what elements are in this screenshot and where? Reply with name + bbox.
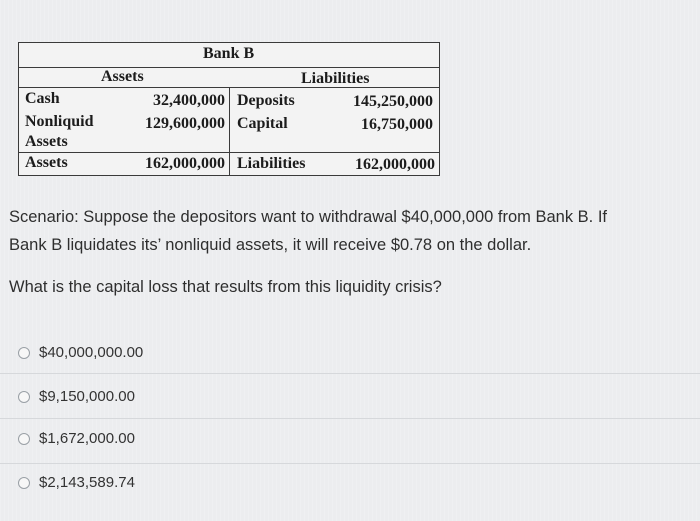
option-row-2 [0, 374, 700, 419]
total-divider [19, 152, 439, 153]
answer-option-label: $9,150,000.00 [39, 388, 135, 405]
balance-sheet-table [18, 42, 440, 176]
nonliquid-value: 129,600,000 [145, 115, 225, 132]
total-assets-value: 162,000,000 [145, 155, 225, 172]
cash-label: Cash [25, 90, 60, 107]
capital-label: Capital [237, 115, 288, 132]
column-divider [229, 88, 230, 175]
answer-option-3[interactable] [18, 430, 135, 447]
answer-option-label: $2,143,589.74 [39, 474, 135, 491]
total-liabilities-value: 162,000,000 [355, 156, 435, 173]
deposits-label: Deposits [237, 92, 295, 109]
table-title-row [19, 43, 439, 68]
liabilities-header: Liabilities [301, 70, 370, 87]
radio-button[interactable] [18, 391, 30, 403]
question-line-1: Scenario: Suppose the depositors want to withdrawal $40,000,000 from Bank B. If [9, 208, 608, 226]
total-assets-label: Assets [25, 154, 68, 171]
answer-option-label: $1,672,000.00 [39, 430, 135, 447]
total-liabilities-label: Liabilities [237, 155, 306, 172]
radio-button[interactable] [18, 477, 30, 489]
question-line-3: What is the capital loss that results from this liquidity crisis? [9, 278, 442, 296]
answer-option-label: $40,000,000.00 [39, 344, 144, 361]
question-line-2: Bank B liquidates its’ nonliquid assets, it will receive $0.78 on the dollar. [9, 236, 532, 254]
assets-header: Assets [101, 68, 144, 85]
radio-button[interactable] [18, 347, 30, 359]
option-row-3 [0, 419, 700, 464]
radio-button[interactable] [18, 433, 30, 445]
deposits-value: 145,250,000 [353, 93, 433, 110]
table-title: Bank B [203, 45, 255, 62]
cash-value: 32,400,000 [153, 92, 225, 109]
option-row-4 [0, 464, 700, 508]
nonliquid-label-cont: Assets [25, 133, 68, 150]
answer-option-1[interactable] [18, 344, 143, 361]
answer-option-4[interactable] [18, 474, 135, 491]
answer-option-2[interactable] [18, 388, 135, 405]
capital-value: 16,750,000 [361, 116, 433, 133]
option-row-1 [0, 329, 700, 374]
nonliquid-label: Nonliquid [25, 113, 94, 130]
